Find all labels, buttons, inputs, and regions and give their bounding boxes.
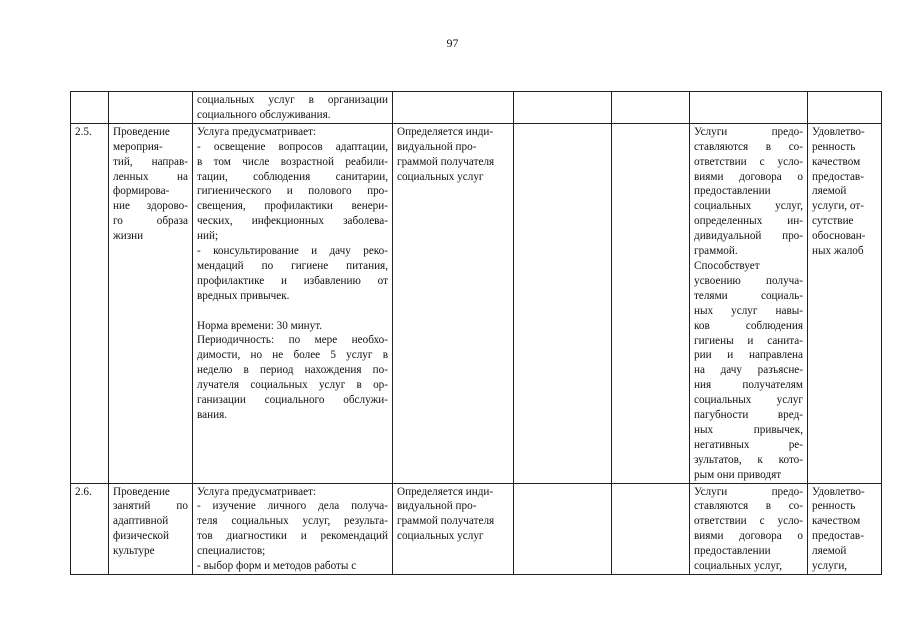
cell-line: гигиенического и полового про- bbox=[197, 185, 388, 198]
cell-line: Периодичность: по мере необхо- bbox=[197, 334, 388, 347]
cell-line: рым они приводят bbox=[694, 468, 782, 481]
cell-number bbox=[71, 92, 109, 124]
cell-line: ных жалоб bbox=[812, 245, 864, 258]
cell-line: мероприя- bbox=[113, 140, 163, 153]
cell-line: зультатов, к кото- bbox=[694, 453, 803, 466]
cell-line: предостав- bbox=[812, 530, 864, 543]
cell-empty bbox=[612, 483, 690, 574]
cell-line: граммой получателя bbox=[397, 515, 495, 528]
cell-line: социальных услуг в организации bbox=[197, 94, 388, 106]
cell-line: граммой. bbox=[694, 245, 738, 258]
table-row-continuation bbox=[71, 92, 882, 124]
cell-line: димости, но не более 5 услуг в bbox=[197, 349, 388, 362]
cell-line: предоставлении bbox=[694, 185, 771, 198]
cell-description bbox=[193, 123, 393, 483]
cell-line: свещения, профилактики венери- bbox=[197, 200, 388, 213]
cell-line: качеством bbox=[812, 155, 861, 168]
cell-line: специалистов; bbox=[197, 545, 266, 558]
cell-empty bbox=[612, 92, 690, 124]
cell-line: Удовлетво- bbox=[812, 125, 865, 138]
cell-line: граммой получателя bbox=[397, 155, 495, 168]
cell-result bbox=[808, 123, 882, 483]
cell-name bbox=[109, 123, 193, 483]
cell-description bbox=[193, 483, 393, 574]
cell-line: сутствие bbox=[812, 215, 854, 228]
cell-line: Определяется инди- bbox=[397, 485, 494, 498]
cell-line: социальных услуг bbox=[397, 170, 484, 183]
cell-line: ренность bbox=[812, 500, 856, 513]
cell-line: виями договора о bbox=[694, 170, 803, 183]
cell-line: ния получателям bbox=[694, 379, 803, 392]
cell-line: обоснован- bbox=[812, 230, 866, 243]
cell-line: го образа bbox=[113, 215, 188, 228]
cell-line: Проведение bbox=[113, 485, 170, 498]
cell-line: социальных услуг, bbox=[694, 560, 783, 573]
cell-line: Услуги предо- bbox=[694, 125, 803, 138]
cell-line: социальных услуг bbox=[694, 394, 803, 407]
cell-empty bbox=[514, 123, 612, 483]
cell-line: ренность bbox=[812, 140, 856, 153]
cell-line: тации, соблюдения санитарии, bbox=[197, 170, 388, 183]
cell-line: Услуга предусматривает: bbox=[197, 125, 317, 138]
cell-line: в том числе возрастной реабили- bbox=[197, 155, 388, 168]
cell-empty bbox=[514, 483, 612, 574]
cell-line: социальных услуг bbox=[397, 530, 484, 543]
cell-line: социального обслуживания. bbox=[197, 108, 331, 121]
cell-line: Услуга предусматривает: bbox=[197, 485, 317, 498]
cell-line: рии и направлена bbox=[694, 349, 803, 362]
cell-number: 2.5. bbox=[71, 123, 109, 483]
cell-line: видуальной про- bbox=[397, 500, 477, 513]
cell-line: ответствии с усло- bbox=[694, 515, 803, 528]
cell-empty bbox=[612, 123, 690, 483]
cell-line: культуре bbox=[113, 545, 155, 558]
cell-line: ответствии с усло- bbox=[694, 155, 803, 168]
cell-line: ных услуг навы- bbox=[694, 304, 803, 317]
cell-line: ставляются в со- bbox=[694, 500, 803, 513]
cell-description bbox=[193, 92, 393, 124]
cell-line: - изучение личного дела получа- bbox=[197, 500, 388, 513]
cell-line: ляемой bbox=[812, 545, 847, 558]
cell-line bbox=[197, 304, 388, 319]
cell-line: формирова- bbox=[113, 185, 170, 198]
cell-line: - консультирование и дачу реко- bbox=[197, 245, 388, 258]
cell-line: определенных ин- bbox=[694, 215, 803, 228]
cell-number: 2.6. bbox=[71, 483, 109, 574]
cell-line: ческих, инфекционных заболева- bbox=[197, 215, 388, 228]
cell-line: на дачу разъясне- bbox=[694, 364, 803, 377]
cell-conditions bbox=[690, 483, 808, 574]
cell-line: Удовлетво- bbox=[812, 485, 865, 498]
table-row bbox=[71, 123, 882, 483]
cell-name bbox=[109, 483, 193, 574]
cell-volume bbox=[393, 123, 514, 483]
cell-line: мендаций по гигиене питания, bbox=[197, 259, 388, 272]
cell-line: ганизации социального обслужи- bbox=[197, 394, 388, 407]
cell-line: социальных услуг, bbox=[694, 200, 803, 213]
cell-line: Норма времени: 30 минут. bbox=[197, 319, 323, 332]
cell-line: ных привычек, bbox=[694, 423, 803, 436]
cell-line: Способствует bbox=[694, 259, 760, 272]
cell-volume bbox=[393, 92, 514, 124]
page-number: 97 bbox=[446, 36, 459, 50]
cell-line: - выбор форм и методов работы с bbox=[197, 560, 357, 573]
cell-result bbox=[808, 483, 882, 574]
cell-result bbox=[808, 92, 882, 124]
cell-line: качеством bbox=[812, 515, 861, 528]
cell-line: - освещение вопросов адаптации, bbox=[197, 140, 388, 153]
cell-line: ляемой bbox=[812, 185, 847, 198]
cell-line: виями договора о bbox=[694, 530, 803, 543]
cell-line: физической bbox=[113, 530, 169, 543]
cell-line: вредных привычек. bbox=[197, 289, 290, 302]
cell-volume bbox=[393, 483, 514, 574]
cell-line: профилактике и избавлению от bbox=[197, 274, 388, 287]
cell-line: неделю в период нахождения по- bbox=[197, 364, 388, 377]
cell-line: тов диагностики и рекомендаций bbox=[197, 530, 388, 543]
cell-line: занятий по bbox=[113, 500, 188, 513]
cell-conditions bbox=[690, 123, 808, 483]
cell-name bbox=[109, 92, 193, 124]
cell-line: предоставлении bbox=[694, 545, 771, 558]
cell-line: ленных на bbox=[113, 170, 188, 183]
services-table bbox=[70, 91, 882, 575]
cell-line: негативных ре- bbox=[694, 438, 803, 451]
cell-empty bbox=[514, 92, 612, 124]
cell-line: ставляются в со- bbox=[694, 140, 803, 153]
cell-line: лучателя социальных услуг в ор- bbox=[197, 379, 388, 392]
cell-line: услуги, от- bbox=[812, 200, 864, 213]
cell-line: предостав- bbox=[812, 170, 864, 183]
cell-line: гигиены и санита- bbox=[694, 334, 803, 347]
cell-line: вания. bbox=[197, 409, 228, 422]
cell-line: тий, направ- bbox=[113, 155, 188, 168]
cell-line: адаптивной bbox=[113, 515, 169, 528]
cell-line: Определяется инди- bbox=[397, 125, 494, 138]
cell-line: жизни bbox=[113, 230, 144, 243]
cell-line: ний; bbox=[197, 230, 219, 243]
cell-line: телями социаль- bbox=[694, 289, 803, 302]
cell-line: теля социальных услуг, результа- bbox=[197, 515, 388, 528]
cell-line: ние здорово- bbox=[113, 200, 188, 213]
cell-line: услуги, bbox=[812, 560, 848, 573]
cell-line: пагубности вред- bbox=[694, 409, 803, 422]
cell-line: видуальной про- bbox=[397, 140, 477, 153]
cell-line: Услуги предо- bbox=[694, 485, 803, 498]
cell-line: усвоению получа- bbox=[694, 274, 803, 287]
cell-line: дивидуальной про- bbox=[694, 230, 803, 243]
table-row bbox=[71, 483, 882, 574]
cell-conditions bbox=[690, 92, 808, 124]
cell-line: ков соблюдения bbox=[694, 319, 803, 332]
cell-line: Проведение bbox=[113, 125, 170, 138]
